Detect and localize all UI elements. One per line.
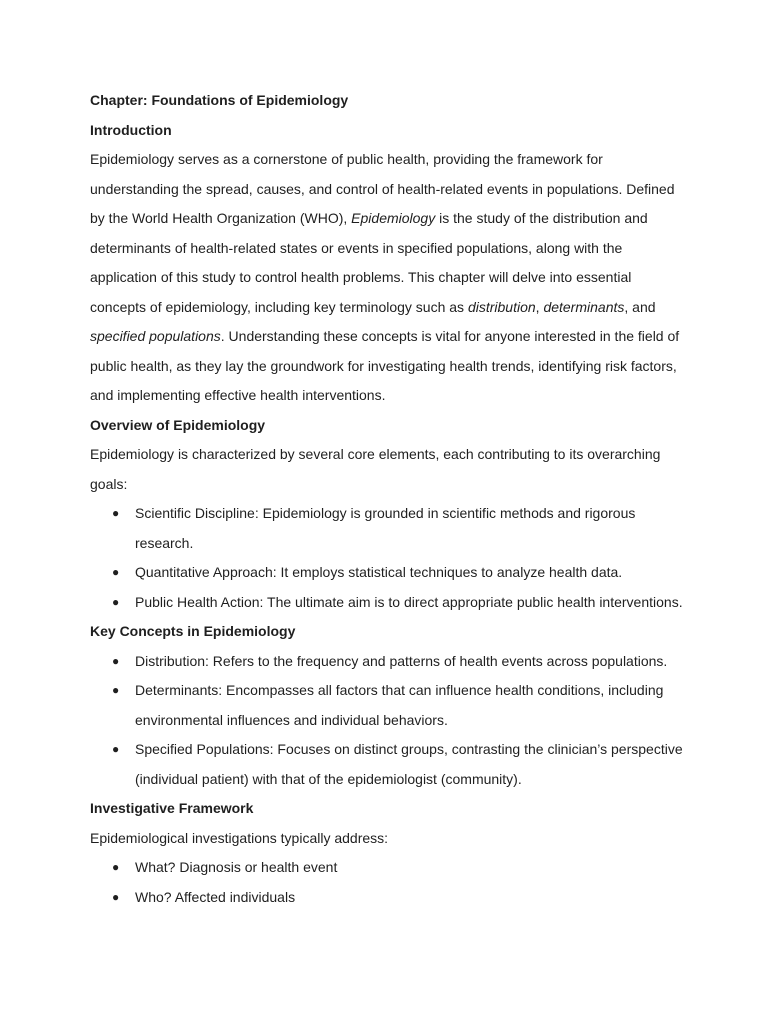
intro-text-1: Epidemiology serves as a cornerstone of public health, providing the framework for understanding the spread, causes, and control of health-related events in populations. Defined by the World Health Organization (WHO), <box>90 151 675 226</box>
list-item <box>90 588 690 618</box>
list-item <box>90 853 690 883</box>
bullet-icon: ● <box>112 889 120 904</box>
list-item-text: What? Diagnosis or health event <box>135 859 338 875</box>
key-concepts-list <box>90 647 690 795</box>
intro-term-determinants: determinants <box>543 298 625 315</box>
list-item-text: Scientific Discipline: Epidemiology is grounded in scientific methods and rigorous research. <box>135 505 636 551</box>
list-item <box>90 647 690 677</box>
bullet-icon: ● <box>112 742 120 756</box>
intro-term-epidemiology: Epidemiology <box>351 210 436 226</box>
bullet-icon: ● <box>112 653 120 668</box>
bullet-icon: ● <box>112 683 120 697</box>
list-item-text: Distribution: Refers to the frequency and patterns of health events across populations. <box>135 652 668 669</box>
list-item <box>90 499 690 558</box>
list-item-text: Who? Affected individuals <box>135 888 296 905</box>
intro-term-specified-populations: specified populations <box>90 328 221 344</box>
key-concepts-heading: Key Concepts in Epidemiology <box>90 623 296 639</box>
intro-text-2: is the study of the distribution and determinants of health-related states or events in specified populations, along with the application of this study to control health problems. This chapter will delve into essential concepts of epidemiology, including key terminology such as <box>90 210 648 315</box>
document-page <box>90 86 690 912</box>
introduction-heading: Introduction <box>90 121 172 138</box>
list-item <box>90 735 690 794</box>
framework-intro: Epidemiological investigations typically address: <box>90 829 389 846</box>
list-item-text: Specified Populations: Focuses on distinct groups, contrasting the clinician’s perspective (individual patient) with that of the epidemiologist (community). <box>135 741 683 787</box>
overview-heading: Overview of Epidemiology <box>90 416 266 433</box>
list-item <box>90 558 690 588</box>
intro-sep-2: , and <box>624 298 656 315</box>
bullet-icon: ● <box>112 565 120 579</box>
framework-list <box>90 853 690 912</box>
intro-sep-1: , <box>535 298 544 315</box>
bullet-icon: ● <box>112 860 120 874</box>
list-item <box>90 883 690 913</box>
overview-intro: Epidemiology is characterized by several core elements, each contributing to its overarching goals: <box>90 446 661 492</box>
introduction-paragraph <box>90 145 690 411</box>
list-item-text: Public Health Action: The ultimate aim is to direct appropriate public health interventions. <box>135 593 683 610</box>
list-item <box>90 676 690 735</box>
list-item-text: Determinants: Encompasses all factors that can influence health conditions, including environmental influences and individual behaviors. <box>135 682 664 728</box>
framework-heading: Investigative Framework <box>90 800 254 816</box>
bullet-icon: ● <box>112 506 120 520</box>
list-item-text: Quantitative Approach: It employs statistical techniques to analyze health data. <box>135 564 623 580</box>
bullet-icon: ● <box>112 594 120 609</box>
intro-text-3: . Understanding these concepts is vital for anyone interested in the field of public health, as they lay the groundwork for investigating health trends, identifying risk factors, and implementing effective health interventions. <box>90 328 680 403</box>
overview-list <box>90 499 690 617</box>
chapter-title: Chapter: Foundations of Epidemiology <box>90 92 349 108</box>
intro-term-distribution: distribution <box>467 298 536 315</box>
